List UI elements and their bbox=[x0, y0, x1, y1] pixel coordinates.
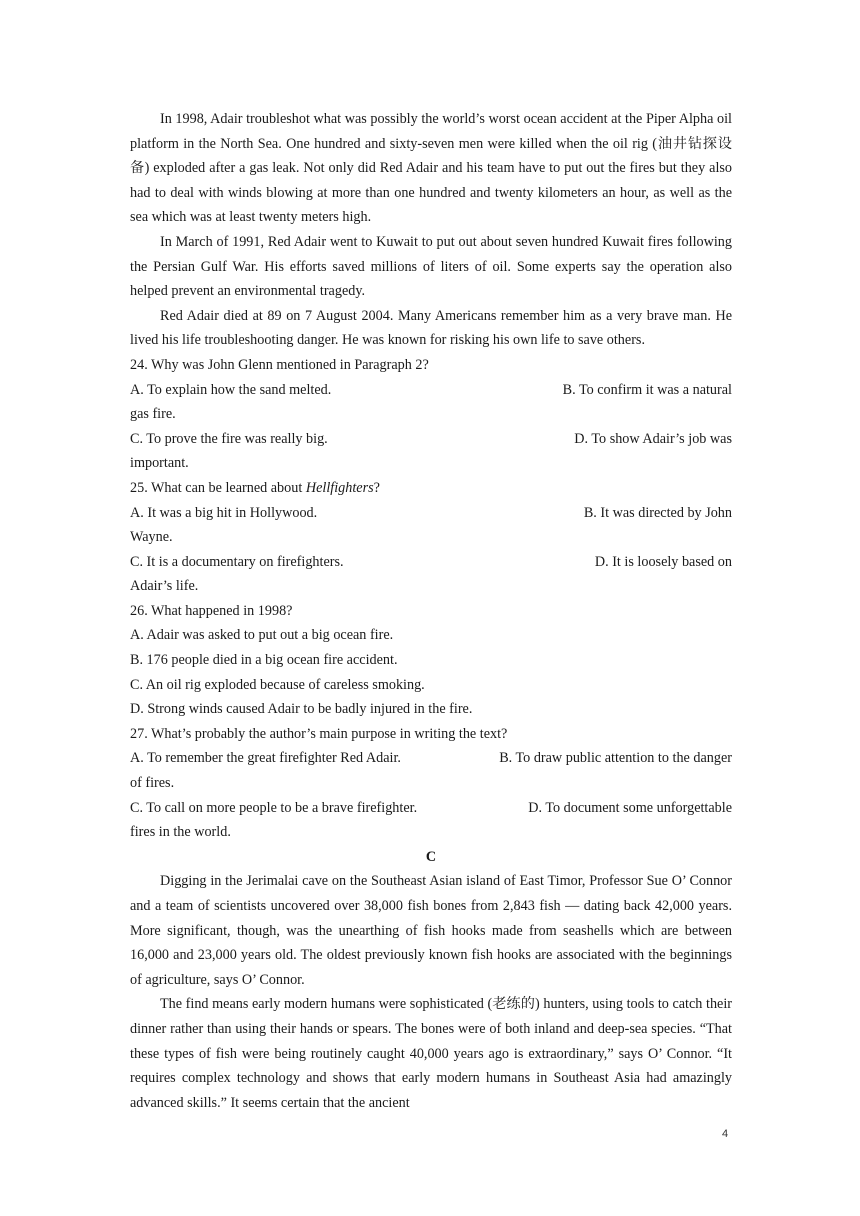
option-a: A. It was a big hit in Hollywood. bbox=[130, 504, 318, 521]
passage-c-paragraph: Digging in the Jerimalai cave on the Southeast Asian island of East Timor, Professor Sue O’ Connor and a team of scientists uncovered over 38,000 fish bones from 2,843 fish — dating back 42,000 years. More significant, though, was the unearthing of fish hooks made from seashells which are between 16,000 and 23,000 years old. The oldest previously known fish hooks are associated with the beginnings of agriculture, says O’ Connor. bbox=[130, 873, 732, 988]
option-c: C. To call on more people to be a brave firefighter. bbox=[130, 799, 418, 816]
question-stem: 24. Why was John Glenn mentioned in Paragraph 2? bbox=[130, 356, 429, 373]
question-stem bbox=[130, 476, 732, 501]
section-title: C bbox=[425, 848, 437, 865]
option-b: B. 176 people died in a big ocean fire accident. bbox=[130, 652, 398, 669]
option-d: D. It is loosely based on bbox=[594, 553, 732, 570]
option-d: D. Strong winds caused Adair to be badly injured in the fire. bbox=[130, 701, 473, 718]
question-24 bbox=[130, 353, 732, 476]
option-row bbox=[130, 501, 732, 526]
option-d-continued: important. bbox=[130, 455, 189, 472]
option-d-continued: fires in the world. bbox=[130, 824, 231, 841]
passage-b-paragraph: In March of 1991, Red Adair went to Kuwait to put out about seven hundred Kuwait fires following the Persian Gulf War. His efforts saved millions of liters of oil. Some experts say the operation also helped prevent an environmental tragedy. bbox=[130, 233, 732, 300]
option-c: C. To prove the fire was really big. bbox=[130, 430, 328, 447]
option-d: D. To show Adair’s job was bbox=[574, 430, 732, 447]
question-26 bbox=[130, 599, 732, 722]
option-c: C. It is a documentary on firefighters. bbox=[130, 553, 344, 570]
option-c: C. An oil rig exploded because of careless smoking. bbox=[130, 676, 425, 693]
question-25 bbox=[130, 476, 732, 599]
document-page bbox=[130, 107, 732, 1115]
option-b: B. To confirm it was a natural bbox=[562, 381, 732, 398]
option-b-continued: gas fire. bbox=[130, 406, 176, 423]
option-a: A. To explain how the sand melted. bbox=[130, 381, 332, 398]
film-title: Hellfighters bbox=[305, 479, 374, 496]
option-d: D. To document some unforgettable bbox=[528, 799, 732, 816]
question-27 bbox=[130, 722, 732, 845]
option-row bbox=[130, 796, 732, 821]
option-row bbox=[130, 550, 732, 575]
option-row bbox=[130, 378, 732, 403]
passage-b-paragraph: Red Adair died at 89 on 7 August 2004. Many Americans remember him as a very brave man. He lived his life troubleshooting danger. He was known for risking his own life to save others. bbox=[130, 307, 732, 349]
passage-b-paragraph: In 1998, Adair troubleshot what was possibly the world’s worst ocean accident at the Piper Alpha oil platform in the North Sea. One hundred and sixty-seven men were killed when the oil rig (油井钻探设备) exploded after a gas leak. Not only did Red Adair and his team have to put out the fires but they also had to deal with winds blowing at more than one hundred and twenty kilometers an hour, as well as the sea which was at least twenty meters high. bbox=[130, 111, 732, 226]
option-a: A. To remember the great firefighter Red Adair. bbox=[130, 750, 401, 767]
option-a: A. Adair was asked to put out a big ocean fire. bbox=[130, 627, 394, 644]
question-stem: 26. What happened in 1998? bbox=[130, 602, 293, 619]
option-b: B. It was directed by John bbox=[583, 504, 732, 521]
option-row bbox=[130, 746, 732, 771]
option-row bbox=[130, 427, 732, 452]
option-b: B. To draw public attention to the danger bbox=[499, 750, 732, 767]
option-b-continued: Wayne. bbox=[130, 529, 173, 546]
passage-c-paragraph: The find means early modern humans were sophisticated (老练的) hunters, using tools to catch their dinner rather than using their hands or spears. The bones were of both inland and deep-sea species. “That these types of fish were being routinely caught 40,000 years ago is extraordinary,” says O’ Connor. “It requires complex technology and shows that early modern humans in Southeast Asia had amazingly advanced skills.” It seems certain that the ancient bbox=[130, 996, 732, 1111]
option-b-continued: of fires. bbox=[130, 775, 175, 792]
page-number: 4 bbox=[722, 1128, 729, 1140]
question-stem-text: 25. What can be learned about bbox=[130, 479, 306, 496]
option-d-continued: Adair’s life. bbox=[130, 578, 199, 595]
question-stem-end: ? bbox=[373, 479, 380, 496]
question-stem: 27. What’s probably the author’s main purpose in writing the text? bbox=[130, 725, 508, 742]
